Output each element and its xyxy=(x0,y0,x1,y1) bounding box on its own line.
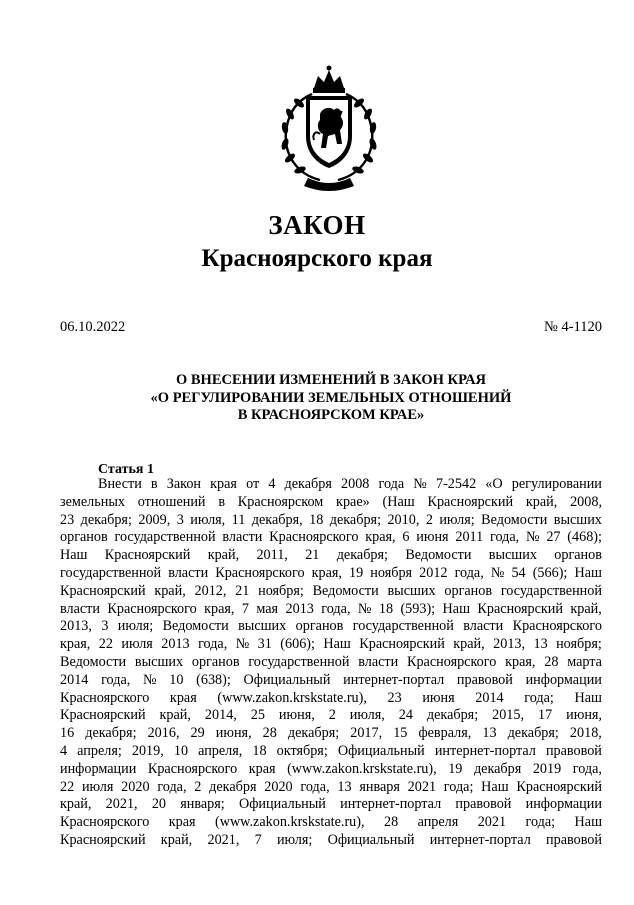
article-line: край, 2021, 20 января; Официальный интернет-портал правовой информации xyxy=(60,796,602,813)
coat-of-arms-emblem xyxy=(268,62,390,194)
article-line: Красноярского края (www.zakon.krskstate.ru), 28 апреля 2021 года; Наш xyxy=(60,814,602,831)
law-title: ЗАКОН xyxy=(268,210,366,240)
heading-line: «О РЕГУЛИРОВАНИИ ЗЕМЕЛЬНЫХ ОТНОШЕНИЙ xyxy=(150,389,512,406)
heading-line: О ВНЕСЕНИИ ИЗМЕНЕНИЙ В ЗАКОН КРАЯ xyxy=(175,372,487,388)
article-line: земельных отношений в Красноярском крае» (Наш Красноярский край, 2008, xyxy=(60,493,602,510)
meta-row xyxy=(60,318,602,336)
article-line: 2013, 3 июля; Ведомости высших органов государственной власти Красноярского xyxy=(60,618,602,635)
law-date: 06.10.2022 xyxy=(60,319,126,335)
article-line: 22 июля 2020 года, 2 декабря 2020 года, 13 января 2021 года; Наш Красноярский xyxy=(60,778,602,795)
article-line: органов государственной власти Красноярского края, 6 июня 2011 года, № 27 (468); xyxy=(60,529,602,546)
article-line: государственной власти Красноярского края, 19 ноября 2012 года, № 54 (566); Наш xyxy=(60,564,602,581)
article-line: Красноярский край, 2014, 25 июня, 2 июля, 24 декабря; 2015, 17 июня, xyxy=(60,707,602,724)
article-line: 16 декабря; 2016, 29 июня, 28 декабря; 2017, 15 февраля, 13 декабря; 2018, xyxy=(60,725,602,742)
article-line: Красноярский край, 2012, 21 ноября; Ведомости высших органов государственной xyxy=(60,582,602,599)
law-region: Красноярского края xyxy=(201,245,433,272)
law-number: № 4-1120 xyxy=(544,319,602,335)
article-line: края, 22 июля 2013 года, № 31 (606); Наш Красноярский край, 2013, 13 ноября; xyxy=(60,636,602,653)
article-line: 4 апреля; 2019, 10 апреля, 18 октября; Официальный интернет-портал правовой xyxy=(60,742,602,759)
heading-line: В КРАСНОЯРСКОМ КРАЕ» xyxy=(237,407,425,423)
article-line: Ведомости высших органов государственной власти Красноярского края, 28 марта xyxy=(60,653,602,670)
article-line: Красноярский край, 2021, 7 июля; Официальный интернет-портал правовой xyxy=(60,831,602,848)
article-line: Наш Красноярский край, 2011, 21 декабря; Ведомости высших органов xyxy=(60,547,602,564)
law-heading xyxy=(60,372,602,425)
article-line: Внести в Закон края от 4 декабря 2008 года № 7-2542 «О регулировании xyxy=(98,476,602,492)
article-body xyxy=(60,476,602,850)
article-line: Красноярского края (www.zakon.krskstate.ru), 23 июня 2014 года; Наш xyxy=(60,689,602,706)
article-title: Статья 1 xyxy=(98,462,154,477)
article-line: власти Красноярского края, 7 мая 2013 года, № 18 (593); Наш Красноярский край, xyxy=(60,600,602,617)
article-line: 23 декабря; 2009, 3 июля, 11 декабря, 18 декабря; 2010, 2 июля; Ведомости высших xyxy=(60,511,602,528)
article-line: 2014 года, № 10 (638); Официальный интернет-портал правовой информации xyxy=(60,671,602,688)
article-line: информации Красноярского края (www.zakon.krskstate.ru), 19 декабря 2019 года, xyxy=(60,760,602,777)
